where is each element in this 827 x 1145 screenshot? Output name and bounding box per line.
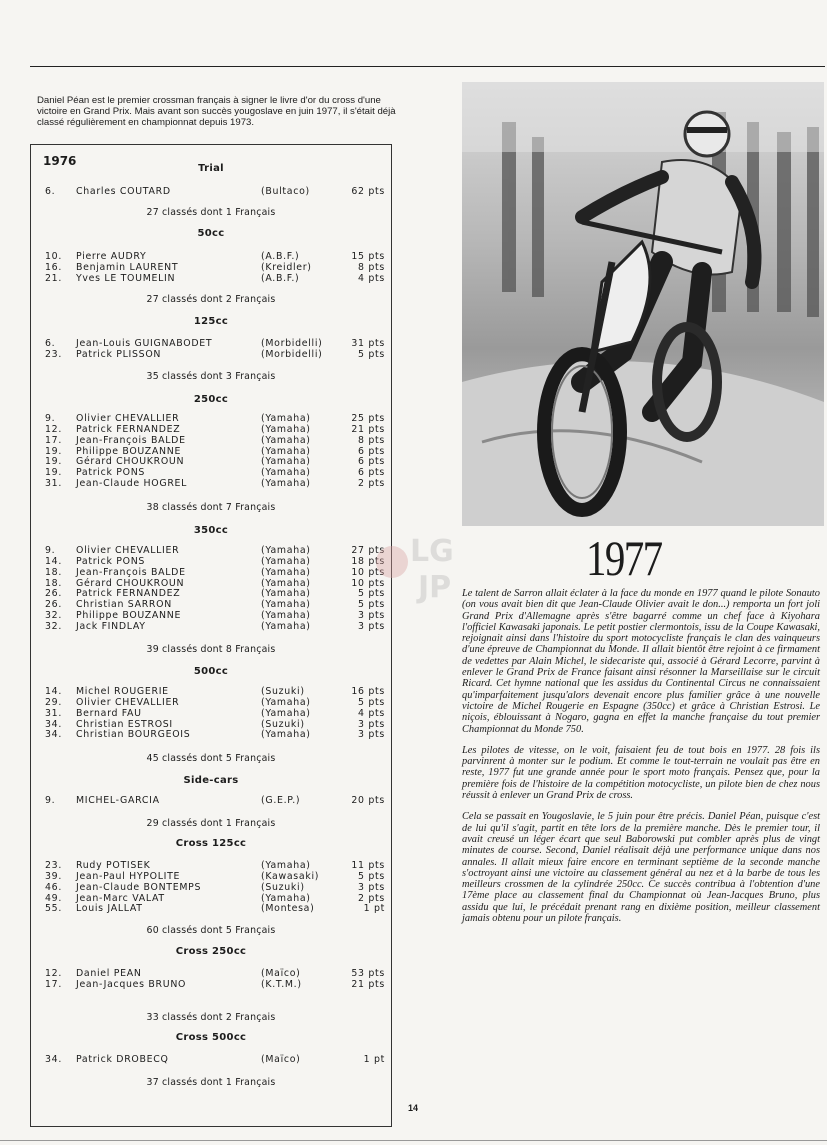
results-box bbox=[30, 144, 392, 1127]
team-name: (Suzuki) bbox=[261, 881, 305, 893]
category-summary: 38 classés dont 7 Français bbox=[146, 502, 276, 513]
points: 5 pts bbox=[358, 696, 385, 708]
result-row bbox=[31, 578, 391, 589]
result-position: 46. bbox=[45, 881, 63, 893]
team-name: (Yamaha) bbox=[261, 696, 311, 708]
result-row bbox=[31, 478, 391, 489]
team-name: (K.T.M.) bbox=[261, 978, 302, 990]
rider-name: Olivier CHEVALLIER bbox=[76, 413, 180, 424]
points: 3 pts bbox=[358, 718, 385, 730]
team-name: (Yamaha) bbox=[261, 413, 311, 424]
team-name: (Yamaha) bbox=[261, 467, 311, 479]
points: 5 pts bbox=[358, 588, 385, 600]
points: 3 pts bbox=[358, 729, 385, 741]
team-name: (Suzuki) bbox=[261, 686, 305, 697]
result-row bbox=[31, 186, 391, 197]
result-position: 19. bbox=[45, 456, 63, 468]
result-position: 17. bbox=[45, 978, 63, 990]
result-position: 16. bbox=[45, 261, 63, 273]
result-row bbox=[31, 273, 391, 284]
result-position: 10. bbox=[45, 251, 63, 262]
category-heading: 350cc bbox=[193, 525, 229, 536]
category-heading: Cross 250cc bbox=[175, 946, 247, 957]
team-name: (Yamaha) bbox=[261, 729, 311, 741]
rider-name: Jean-Paul HYPOLITE bbox=[76, 870, 181, 882]
result-row bbox=[31, 456, 391, 467]
team-name: (Montesa) bbox=[261, 903, 315, 915]
rider-name: Charles COUTARD bbox=[76, 186, 171, 197]
category-heading: Trial bbox=[198, 163, 224, 174]
rider-name: Patrick PLISSON bbox=[76, 348, 162, 360]
result-position: 49. bbox=[45, 892, 63, 904]
result-row bbox=[31, 413, 391, 424]
team-name: (Suzuki) bbox=[261, 718, 305, 730]
rider-name: Philippe BOUZANNE bbox=[76, 445, 182, 457]
result-row bbox=[31, 882, 391, 893]
team-name: (Maïco) bbox=[261, 1054, 301, 1065]
result-position: 14. bbox=[45, 686, 63, 697]
result-row bbox=[31, 467, 391, 478]
category-summary: 27 classés dont 1 Français bbox=[146, 207, 276, 218]
result-position: 32. bbox=[45, 620, 63, 632]
photo-caption: Daniel Péan est le premier crossman français à signer le livre d'or du cross d'une victoire en Grand Prix. Mais avant son succès yougoslave en juin 1977, il s'était déjà classé régulièrement en championnat depuis 1973. bbox=[37, 95, 396, 129]
motocross-rider-photo bbox=[462, 82, 824, 526]
team-name: (A.B.F.) bbox=[261, 272, 300, 284]
result-position: 17. bbox=[45, 434, 63, 446]
result-position: 34. bbox=[45, 718, 63, 730]
points: 6 pts bbox=[358, 445, 385, 457]
rider-name: Daniel PEAN bbox=[76, 968, 142, 979]
result-position: 23. bbox=[45, 860, 63, 871]
result-row bbox=[31, 729, 391, 740]
page-number: 14 bbox=[408, 1103, 419, 1113]
rider-name: Philippe BOUZANNE bbox=[76, 610, 182, 622]
points: 53 pts bbox=[351, 968, 385, 979]
points: 31 pts bbox=[351, 338, 385, 349]
points: 6 pts bbox=[358, 456, 385, 468]
rider-name: Michel ROUGERIE bbox=[76, 686, 169, 697]
watermark-letters-top: LG bbox=[410, 534, 454, 569]
result-position: 12. bbox=[45, 968, 63, 979]
result-row bbox=[31, 262, 391, 273]
category-summary: 27 classés dont 2 Français bbox=[146, 294, 276, 305]
points: 4 pts bbox=[358, 707, 385, 719]
team-name: (Morbidelli) bbox=[261, 348, 323, 360]
result-row bbox=[31, 610, 391, 621]
rider-name: Patrick PONS bbox=[76, 555, 146, 567]
result-position: 34. bbox=[45, 729, 63, 741]
result-row bbox=[31, 621, 391, 632]
category-summary: 35 classés dont 3 Français bbox=[146, 371, 276, 382]
result-row bbox=[31, 599, 391, 610]
top-rule bbox=[30, 66, 825, 67]
category-summary: 37 classés dont 1 Français bbox=[146, 1077, 276, 1088]
rider-name: Patrick PONS bbox=[76, 467, 146, 479]
points: 25 pts bbox=[351, 413, 385, 424]
team-name: (Yamaha) bbox=[261, 707, 311, 719]
rider-name: Rudy POTISEK bbox=[76, 860, 151, 871]
result-position: 9. bbox=[45, 795, 56, 806]
rider-name: Patrick FERNANDEZ bbox=[76, 588, 181, 600]
team-name: (Bultaco) bbox=[261, 186, 310, 197]
category-heading: Cross 500cc bbox=[175, 1032, 247, 1043]
result-row bbox=[31, 1054, 391, 1065]
rider-name: Louis JALLAT bbox=[76, 903, 143, 915]
rider-name: Christian ESTROSI bbox=[76, 718, 173, 730]
result-row bbox=[31, 979, 391, 990]
points: 5 pts bbox=[358, 348, 385, 360]
article-paragraph: Les pilotes de vitesse, on le voit, faisaient feu de tout bois en 1977. 28 fois ils parvinrent à monter sur le podium. Et comme le tout-terrain ne voulait pas être en reste, 1977 fut une grande année pour le sport moto français. Pensez que, pour la première fois de l'histoire de la compétition motocycliste, un pilote bien de chez nous réussit à enlever un Grand Prix de cross. bbox=[462, 744, 820, 802]
category-summary: 45 classés dont 5 Français bbox=[146, 753, 276, 764]
points: 3 pts bbox=[358, 610, 385, 622]
result-row bbox=[31, 893, 391, 904]
points: 1 pt bbox=[363, 903, 385, 915]
team-name: (Kawasaki) bbox=[261, 870, 320, 882]
points: 8 pts bbox=[358, 261, 385, 273]
watermark-letters-bottom: JP bbox=[418, 570, 452, 605]
result-position: 34. bbox=[45, 1054, 63, 1065]
result-row bbox=[31, 871, 391, 882]
rider-name: Olivier CHEVALLIER bbox=[76, 696, 180, 708]
team-name: (Yamaha) bbox=[261, 434, 311, 446]
points: 1 pt bbox=[363, 1054, 385, 1065]
points: 10 pts bbox=[351, 577, 385, 589]
category-heading: 250cc bbox=[193, 394, 229, 405]
team-name: (Yamaha) bbox=[261, 610, 311, 622]
points: 15 pts bbox=[351, 251, 385, 262]
article-paragraph: Cela se passait en Yougoslavie, le 5 juin pour être précis. Daniel Péan, puisque c'est de lui qu'il s'agit, partit en tête lors de la première manche. Dès le premier tour, il avait creusé un léger écart que seul Baborowski put combler après plus de vingt minutes de course. Second, Daniel réalisait déjà une performance unique dans nos annales. Il allait mieux faire encore en terminant septième de la seconde manche s'octroyant ainsi une victoire au classement général au nez et à la barbe de tous les meilleurs crossmen de la cylindrée 250cc. Ce succès contribua à l'obtention d'une 17ème place au classement final du Championnat où Jean-Jacques Bruno, plus assidu que lui, le précédait prenant rang en dixième position, meilleur classement jamais obtenu pour un pilote français. bbox=[462, 811, 820, 925]
team-name: (Yamaha) bbox=[261, 545, 311, 556]
points: 62 pts bbox=[351, 186, 385, 197]
points: 2 pts bbox=[358, 478, 385, 490]
rider-name: Christian SARRON bbox=[76, 599, 172, 611]
points: 2 pts bbox=[358, 892, 385, 904]
rider-name: Yves LE TOUMELIN bbox=[76, 272, 176, 284]
points: 20 pts bbox=[351, 795, 385, 806]
bottom-rule bbox=[0, 1140, 827, 1141]
team-name: (Morbidelli) bbox=[261, 338, 323, 349]
result-position: 32. bbox=[45, 610, 63, 622]
result-position: 26. bbox=[45, 588, 63, 600]
rider-name: Christian BOURGEOIS bbox=[76, 729, 191, 741]
result-row bbox=[31, 424, 391, 435]
result-row bbox=[31, 338, 391, 349]
rider-name: Jean-Jacques BRUNO bbox=[76, 978, 187, 990]
points: 8 pts bbox=[358, 434, 385, 446]
result-position: 6. bbox=[45, 338, 56, 349]
category-heading: 50cc bbox=[197, 228, 225, 239]
result-row bbox=[31, 860, 391, 871]
team-name: (Yamaha) bbox=[261, 892, 311, 904]
team-name: (A.B.F.) bbox=[261, 251, 300, 262]
team-name: (Yamaha) bbox=[261, 445, 311, 457]
result-row bbox=[31, 556, 391, 567]
points: 21 pts bbox=[351, 978, 385, 990]
result-row bbox=[31, 708, 391, 719]
result-position: 12. bbox=[45, 423, 63, 435]
team-name: (Yamaha) bbox=[261, 555, 311, 567]
result-position: 39. bbox=[45, 870, 63, 882]
points: 21 pts bbox=[351, 423, 385, 435]
result-row bbox=[31, 968, 391, 979]
result-position: 18. bbox=[45, 566, 63, 578]
points: 10 pts bbox=[351, 566, 385, 578]
team-name: (Kreidler) bbox=[261, 261, 312, 273]
article-body bbox=[462, 588, 820, 934]
results-year: 1976 bbox=[43, 154, 77, 168]
category-heading: 500cc bbox=[193, 666, 229, 677]
team-name: (Yamaha) bbox=[261, 860, 311, 871]
team-name: (Maïco) bbox=[261, 968, 301, 979]
category-summary: 39 classés dont 8 Français bbox=[146, 644, 276, 655]
result-position: 26. bbox=[45, 599, 63, 611]
result-row bbox=[31, 567, 391, 578]
points: 11 pts bbox=[351, 860, 385, 871]
result-position: 55. bbox=[45, 903, 63, 915]
article-title: 1977 bbox=[586, 530, 662, 586]
team-name: (G.E.P.) bbox=[261, 795, 301, 806]
category-heading: 125cc bbox=[193, 316, 229, 327]
result-row bbox=[31, 795, 391, 806]
points: 18 pts bbox=[351, 555, 385, 567]
rider-name: Jean-Marc VALAT bbox=[76, 892, 165, 904]
rider-name: Patrick DROBECQ bbox=[76, 1054, 169, 1065]
rider-name: Jean-Louis GUIGNABODET bbox=[76, 338, 213, 349]
points: 16 pts bbox=[351, 686, 385, 697]
result-row bbox=[31, 686, 391, 697]
result-position: 29. bbox=[45, 696, 63, 708]
points: 27 pts bbox=[351, 545, 385, 556]
article-paragraph: Le talent de Sarron allait éclater à la face du monde en 1977 quand le pilote Sonauto (on vous avait bien dit que Jean-Claude Olivier avait le don...) remporta un fort joli Grand Prix d'Allemagne après s'être bagarré comme un chef face à Kiyohara l'officiel Kawasaki japonais. Le petit postier clermontois, issu de la Coupe Kawasaki, rejoignait ainsi dans l'histoire du sport motocycliste français le clan des vainqueurs d'une épreuve de Championnat du Monde. Il allait bientôt être rejoint à ce firmament de vedettes par Alain Michel, le sidecariste qui, associé à Gérard Lecorre, parvint à enlever le Grand Prix de France faisant ainsi résonner la Marseillaise sur le circuit Ricard. Cet hymne national que les assidus du Continental Circus ne connaissaient qu'imparfaitement jusqu'alors devenait encore plus familier grâce à une nouvelle victoire de Michel Rougerie en Espagne (350cc) et grâce à Christian Estrosi. Le niçois, éblouissant à Nogaro, gagna en effet la manche française du tout premier Championnat du Monde 750. bbox=[462, 588, 820, 735]
result-position: 23. bbox=[45, 348, 63, 360]
lgjp-watermark bbox=[370, 527, 460, 607]
rider-name: Bernard FAU bbox=[76, 707, 142, 719]
result-row bbox=[31, 545, 391, 556]
category-summary: 29 classés dont 1 Français bbox=[146, 818, 276, 829]
rider-name: Gérard CHOUKROUN bbox=[76, 456, 185, 468]
result-position: 9. bbox=[45, 413, 56, 424]
team-name: (Yamaha) bbox=[261, 423, 311, 435]
rider-name: Patrick FERNANDEZ bbox=[76, 423, 181, 435]
team-name: (Yamaha) bbox=[261, 599, 311, 611]
rider-name: MICHEL-GARCIA bbox=[76, 795, 160, 806]
result-position: 31. bbox=[45, 478, 63, 490]
result-row bbox=[31, 719, 391, 730]
team-name: (Yamaha) bbox=[261, 588, 311, 600]
points: 6 pts bbox=[358, 467, 385, 479]
category-heading: Side-cars bbox=[183, 775, 239, 786]
result-position: 21. bbox=[45, 272, 63, 284]
motocross-photo-graphic bbox=[462, 82, 824, 526]
category-summary: 33 classés dont 2 Français bbox=[146, 1012, 276, 1023]
points: 5 pts bbox=[358, 599, 385, 611]
lgjp-logo-icon bbox=[370, 527, 460, 607]
result-row bbox=[31, 697, 391, 708]
rider-name: Jack FINDLAY bbox=[76, 620, 146, 632]
team-name: (Yamaha) bbox=[261, 566, 311, 578]
result-position: 31. bbox=[45, 707, 63, 719]
result-row bbox=[31, 588, 391, 599]
result-row bbox=[31, 446, 391, 457]
result-position: 14. bbox=[45, 555, 63, 567]
points: 3 pts bbox=[358, 620, 385, 632]
rider-name: Olivier CHEVALLIER bbox=[76, 545, 180, 556]
rider-name: Jean-François BALDE bbox=[76, 566, 186, 578]
result-position: 19. bbox=[45, 467, 63, 479]
result-position: 9. bbox=[45, 545, 56, 556]
category-heading: Cross 125cc bbox=[175, 838, 247, 849]
rider-name: Pierre AUDRY bbox=[76, 251, 147, 262]
result-row bbox=[31, 903, 391, 914]
rider-name: Gérard CHOUKROUN bbox=[76, 577, 185, 589]
result-row bbox=[31, 251, 391, 262]
points: 5 pts bbox=[358, 870, 385, 882]
rider-name: Jean-Claude HOGREL bbox=[76, 478, 188, 490]
rider-name: Benjamin LAURENT bbox=[76, 261, 179, 273]
team-name: (Yamaha) bbox=[261, 456, 311, 468]
team-name: (Yamaha) bbox=[261, 620, 311, 632]
rider-name: Jean-Claude BONTEMPS bbox=[76, 881, 202, 893]
points: 3 pts bbox=[358, 881, 385, 893]
result-position: 6. bbox=[45, 186, 56, 197]
points: 4 pts bbox=[358, 272, 385, 284]
result-position: 19. bbox=[45, 445, 63, 457]
result-position: 18. bbox=[45, 577, 63, 589]
result-row bbox=[31, 349, 391, 360]
team-name: (Yamaha) bbox=[261, 577, 311, 589]
team-name: (Yamaha) bbox=[261, 478, 311, 490]
result-row bbox=[31, 435, 391, 446]
rider-name: Jean-François BALDE bbox=[76, 434, 186, 446]
category-summary: 60 classés dont 5 Français bbox=[146, 925, 276, 936]
